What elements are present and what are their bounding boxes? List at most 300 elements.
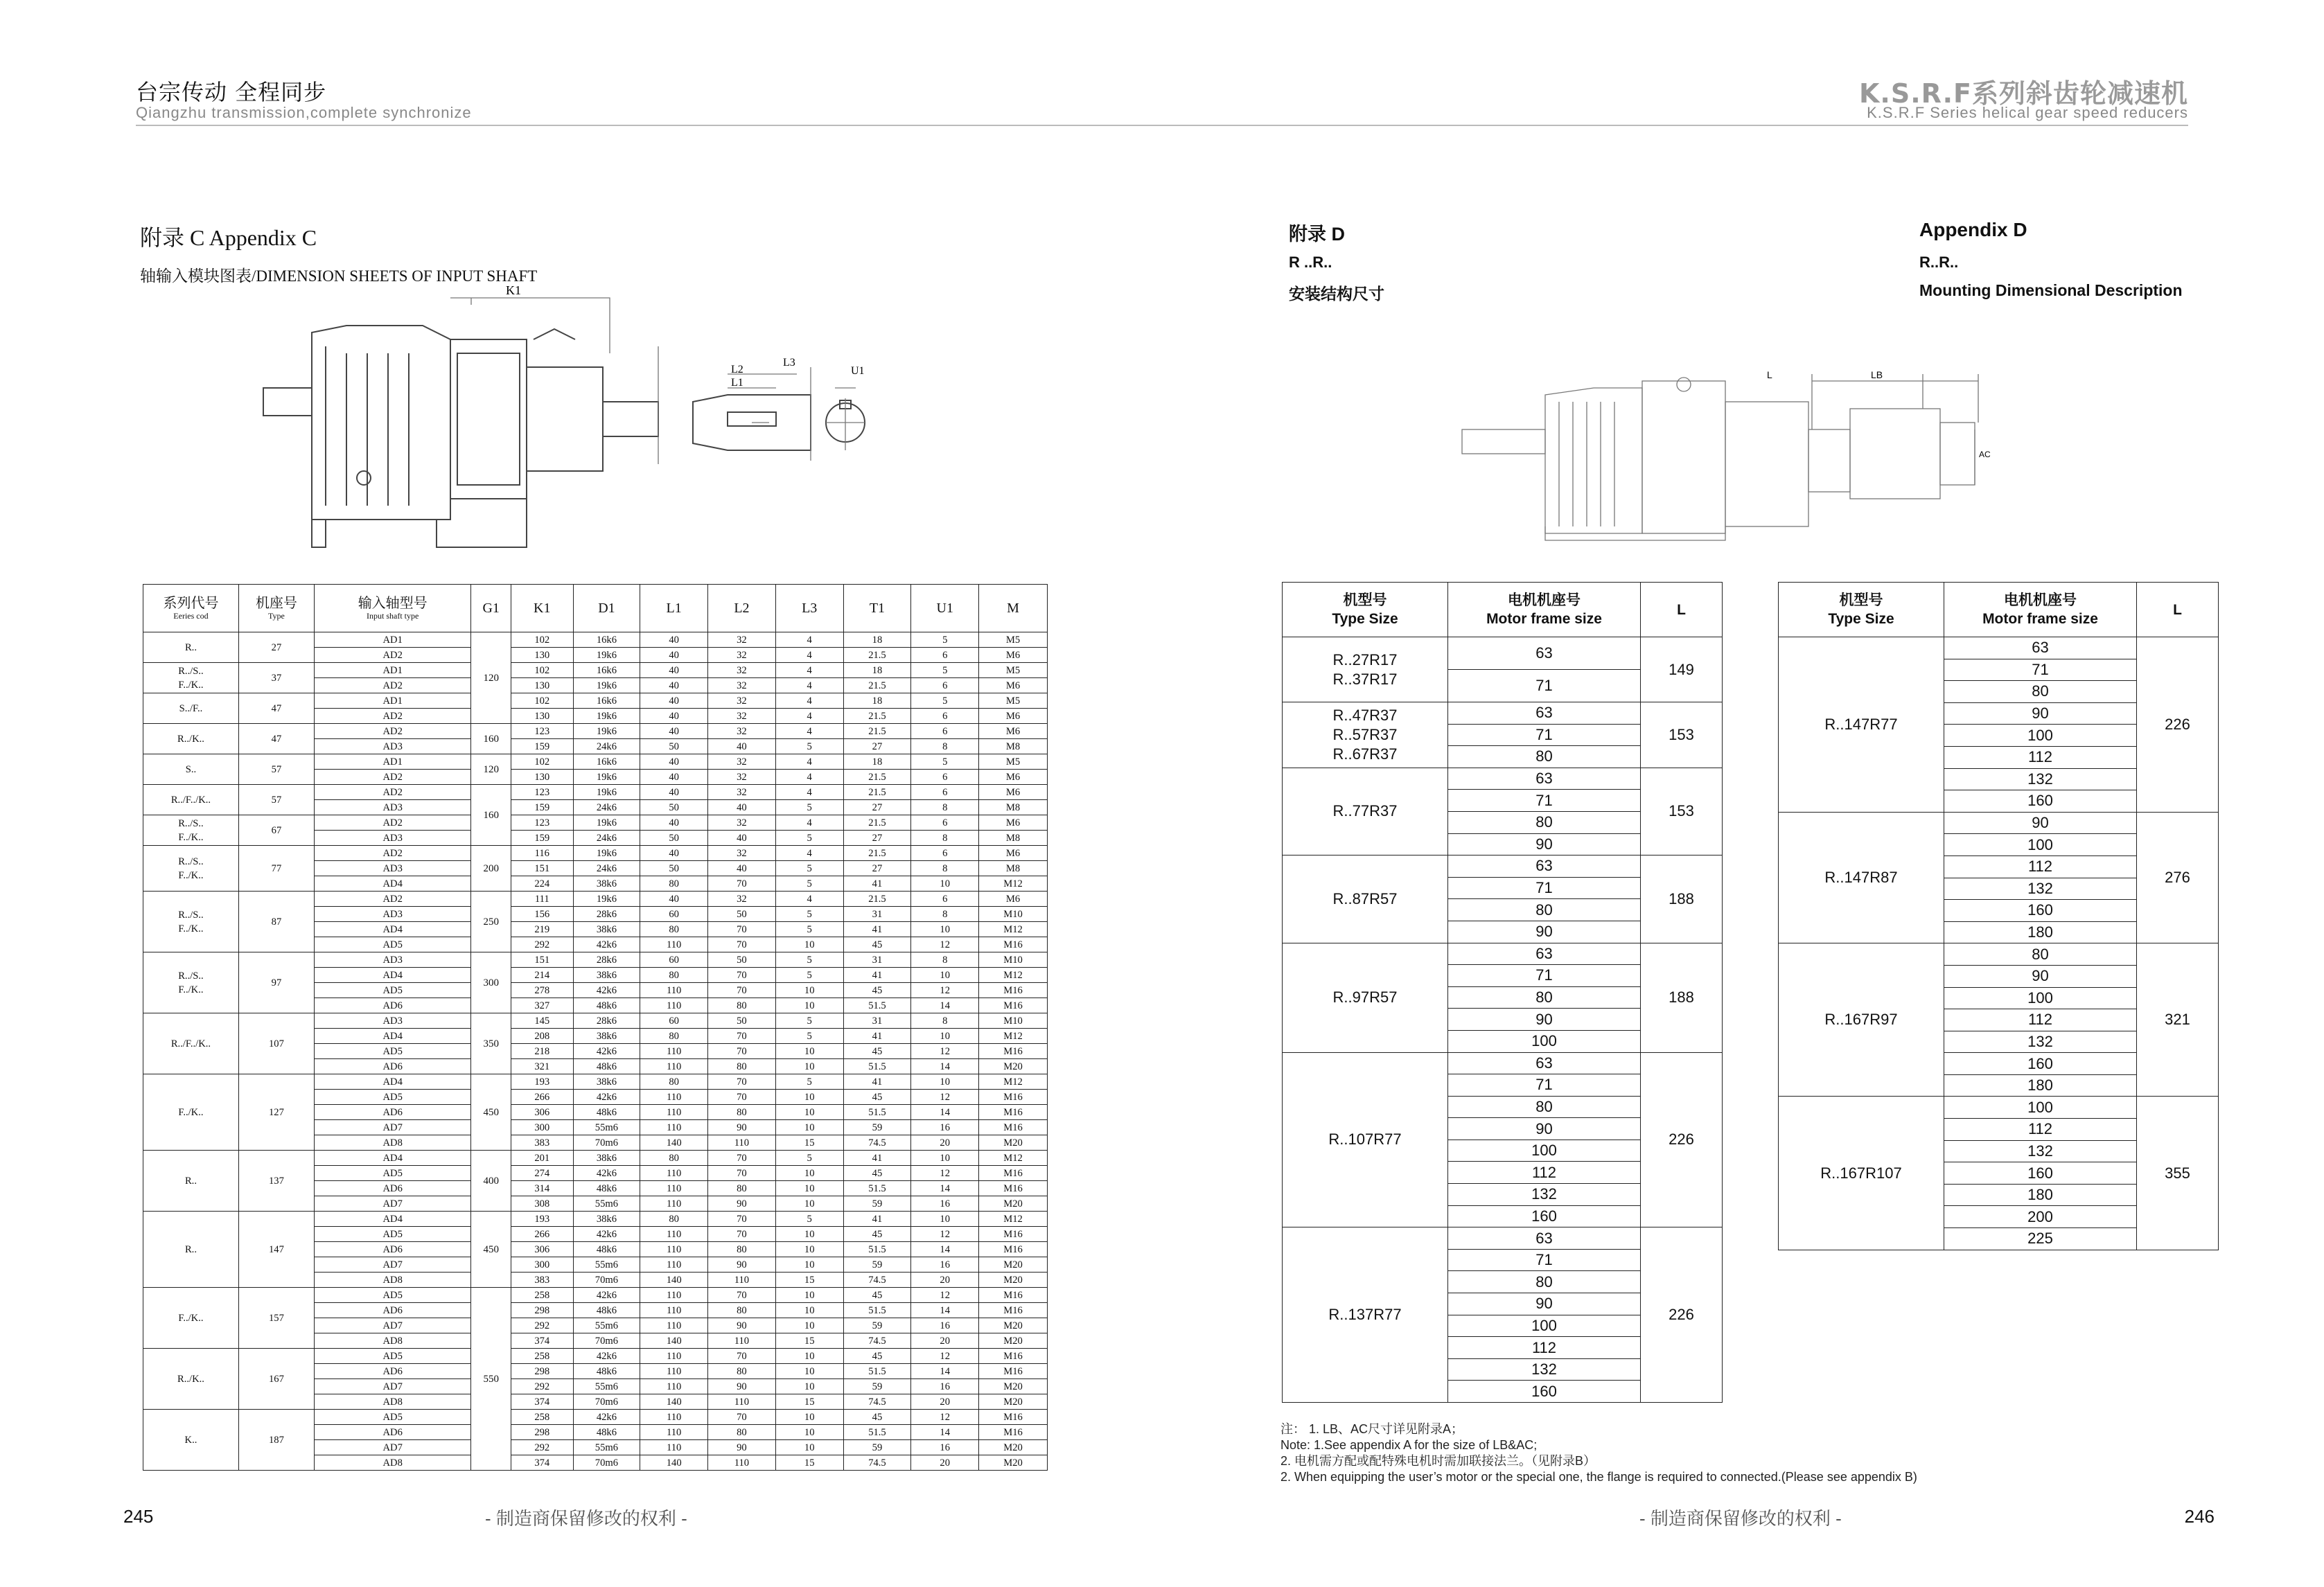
g1-cell: 350	[471, 1013, 511, 1074]
value-cell: 70	[708, 1212, 776, 1227]
header-right-cn: K.S.R.F系列斜齿轮减速机	[1858, 78, 2188, 109]
value-cell: 140	[640, 1333, 708, 1349]
value-cell: 6	[911, 892, 979, 907]
table-row	[143, 785, 1048, 800]
input-shaft-type-cell: AD7	[314, 1318, 470, 1333]
value-cell: 41	[843, 968, 911, 983]
col-header-m: M	[979, 585, 1048, 632]
value-cell: 110	[640, 1349, 708, 1364]
value-cell: 24k6	[573, 831, 640, 846]
motor-frame-cell: 80	[1448, 746, 1641, 768]
input-shaft-type-cell: AD5	[314, 1227, 470, 1242]
value-cell: 14	[911, 1242, 979, 1257]
value-cell: M20	[979, 1196, 1048, 1212]
value-cell: 70	[708, 1288, 776, 1303]
value-cell: 90	[708, 1318, 776, 1333]
value-cell: 12	[911, 1227, 979, 1242]
value-cell: 70	[708, 1410, 776, 1425]
input-shaft-type-cell: AD5	[314, 1288, 470, 1303]
value-cell: 374	[511, 1455, 574, 1471]
value-cell: 21.5	[843, 785, 911, 800]
value-cell: 306	[511, 1242, 574, 1257]
value-cell: 20	[911, 1455, 979, 1471]
motor-frame-cell: 100	[1944, 725, 2137, 747]
value-cell: 51.5	[843, 1181, 911, 1196]
motor-frame-cell: 71	[1448, 790, 1641, 812]
value-cell: 50	[640, 800, 708, 815]
value-cell: 40	[708, 739, 776, 754]
value-cell: 32	[708, 846, 776, 861]
value-cell: 41	[843, 1074, 911, 1090]
value-cell: 90	[708, 1257, 776, 1273]
value-cell: 70	[708, 1029, 776, 1044]
input-shaft-type-cell: AD7	[314, 1440, 470, 1455]
header-right-en: K.S.R.F Series helical gear speed reducers	[1867, 104, 2188, 121]
motor-frame-cell: 80	[1448, 1271, 1641, 1293]
input-shaft-type-cell: AD3	[314, 800, 470, 815]
input-shaft-type-cell: AD5	[314, 983, 470, 998]
value-cell: 111	[511, 892, 574, 907]
value-cell: 292	[511, 937, 574, 952]
value-cell: 18	[843, 663, 911, 678]
value-cell: 28k6	[573, 952, 640, 968]
value-cell: 130	[511, 648, 574, 663]
motor-frame-cell: 80	[1448, 1096, 1641, 1118]
value-cell: 4	[775, 663, 843, 678]
value-cell: 10	[775, 1364, 843, 1379]
value-cell: 45	[843, 1044, 911, 1059]
input-shaft-type-cell: AD6	[314, 1105, 470, 1120]
value-cell: 21.5	[843, 724, 911, 739]
value-cell: 41	[843, 876, 911, 892]
value-cell: M20	[979, 1455, 1048, 1471]
value-cell: 8	[911, 861, 979, 876]
l-value-cell: 226	[1641, 1227, 1723, 1403]
table-row	[143, 1288, 1048, 1303]
value-cell: 70m6	[573, 1273, 640, 1288]
input-shaft-type-cell: AD7	[314, 1379, 470, 1394]
value-cell: 16k6	[573, 693, 640, 709]
motor-frame-cell: 90	[1944, 965, 2137, 987]
value-cell: 4	[775, 724, 843, 739]
value-cell: 70m6	[573, 1333, 640, 1349]
type-cell: 37	[238, 663, 314, 693]
value-cell: M16	[979, 1166, 1048, 1181]
motor-frame-cell: 90	[1448, 833, 1641, 855]
type-cell: 67	[238, 815, 314, 846]
value-cell: 10	[775, 1105, 843, 1120]
value-cell: 10	[775, 1303, 843, 1318]
value-cell: 41	[843, 1029, 911, 1044]
g1-cell: 550	[471, 1288, 511, 1471]
value-cell: 40	[708, 831, 776, 846]
motor-frame-cell: 63	[1448, 855, 1641, 878]
col-header-g1: G1	[471, 585, 511, 632]
g1-cell: 200	[471, 846, 511, 892]
l-value-cell: 149	[1641, 637, 1723, 702]
table-row	[1779, 812, 2219, 834]
value-cell: 16	[911, 1120, 979, 1135]
value-cell: 4	[775, 678, 843, 693]
table-row	[1283, 1052, 1723, 1074]
input-shaft-type-cell: AD4	[314, 876, 470, 892]
value-cell: 12	[911, 1288, 979, 1303]
col-header-l2: L2	[708, 585, 776, 632]
input-shaft-type-cell: AD4	[314, 922, 470, 937]
value-cell: 6	[911, 815, 979, 831]
value-cell: 40	[640, 846, 708, 861]
value-cell: M16	[979, 1349, 1048, 1364]
value-cell: 5	[775, 922, 843, 937]
motor-frame-cell: 200	[1944, 1206, 2137, 1228]
value-cell: 38k6	[573, 876, 640, 892]
value-cell: 4	[775, 648, 843, 663]
motor-frame-cell: 100	[1448, 1030, 1641, 1052]
motor-frame-cell: 90	[1944, 812, 2137, 834]
value-cell: M16	[979, 937, 1048, 952]
type-cell: 87	[238, 892, 314, 952]
value-cell: 27	[843, 739, 911, 754]
value-cell: 300	[511, 1257, 574, 1273]
value-cell: 80	[640, 968, 708, 983]
value-cell: 110	[640, 1440, 708, 1455]
value-cell: 4	[775, 754, 843, 770]
table-row	[1283, 768, 1723, 790]
input-shaft-type-cell: AD6	[314, 1303, 470, 1318]
value-cell: 59	[843, 1257, 911, 1273]
table-row	[1283, 943, 1723, 965]
value-cell: 10	[911, 1151, 979, 1166]
table-row	[143, 892, 1048, 907]
motor-frame-cell: 180	[1944, 1074, 2137, 1097]
l1-label: L1	[731, 377, 743, 389]
value-cell: M20	[979, 1273, 1048, 1288]
note-line: 注： 1. LB、AC尺寸详见附录A；	[1280, 1422, 1464, 1436]
value-cell: 130	[511, 678, 574, 693]
value-cell: M5	[979, 754, 1048, 770]
value-cell: 48k6	[573, 1425, 640, 1440]
value-cell: 110	[640, 1059, 708, 1074]
l-value-cell: 355	[2137, 1097, 2219, 1250]
motor-frame-cell: 160	[1448, 1381, 1641, 1403]
input-shaft-type-cell: AD8	[314, 1394, 470, 1410]
l-value-cell: 226	[1641, 1052, 1723, 1227]
col-header-输入轴型号: 输入轴型号 Input shaft type	[314, 585, 470, 632]
type-cell: 47	[238, 693, 314, 724]
value-cell: 258	[511, 1288, 574, 1303]
value-cell: 4	[775, 815, 843, 831]
value-cell: 50	[640, 739, 708, 754]
value-cell: 32	[708, 632, 776, 648]
value-cell: 15	[775, 1455, 843, 1471]
value-cell: 110	[640, 1044, 708, 1059]
table-header-row	[1283, 583, 1723, 637]
input-shaft-type-cell: AD5	[314, 937, 470, 952]
value-cell: 151	[511, 952, 574, 968]
header-left-en: Qiangzhu transmission,complete synchronize	[136, 104, 472, 121]
value-cell: 19k6	[573, 709, 640, 724]
value-cell: 298	[511, 1364, 574, 1379]
gearbox-outline	[263, 298, 658, 547]
appendix-c-subtitle: 轴输入模块图表/DIMENSION SHEETS OF INPUT SHAFT	[140, 267, 538, 285]
value-cell: 15	[775, 1135, 843, 1151]
value-cell: 19k6	[573, 785, 640, 800]
value-cell: 50	[640, 831, 708, 846]
value-cell: M8	[979, 831, 1048, 846]
g1-cell: 160	[471, 785, 511, 846]
value-cell: 5	[775, 952, 843, 968]
value-cell: 32	[708, 754, 776, 770]
table-row	[143, 724, 1048, 739]
value-cell: 110	[640, 1303, 708, 1318]
page-number-left: 245	[123, 1506, 154, 1527]
value-cell: 70	[708, 1044, 776, 1059]
l-value-cell: 276	[2137, 812, 2219, 943]
motor-frame-header: 电机机座号 Motor frame size	[1448, 583, 1641, 637]
value-cell: 45	[843, 1090, 911, 1105]
value-cell: 45	[843, 1166, 911, 1181]
l-value-cell: 153	[1641, 702, 1723, 768]
value-cell: 5	[775, 1013, 843, 1029]
value-cell: 10	[775, 1090, 843, 1105]
type-cell: 57	[238, 785, 314, 815]
value-cell: 90	[708, 1440, 776, 1455]
value-cell: 10	[911, 1029, 979, 1044]
l-value-cell: 153	[1641, 768, 1723, 855]
type-cell: 27	[238, 632, 314, 663]
motor-frame-cell: 132	[1944, 768, 2137, 790]
value-cell: 74.5	[843, 1394, 911, 1410]
motor-frame-cell: 100	[1944, 987, 2137, 1009]
value-cell: 116	[511, 846, 574, 861]
value-cell: 12	[911, 937, 979, 952]
value-cell: 70	[708, 922, 776, 937]
value-cell: 19k6	[573, 724, 640, 739]
value-cell: 5	[775, 739, 843, 754]
value-cell: 70	[708, 1349, 776, 1364]
value-cell: 274	[511, 1166, 574, 1181]
value-cell: M20	[979, 1257, 1048, 1273]
input-shaft-type-cell: AD3	[314, 1013, 470, 1029]
value-cell: 145	[511, 1013, 574, 1029]
g1-cell: 120	[471, 754, 511, 785]
motor-frame-cell: 112	[1944, 746, 2137, 768]
value-cell: M6	[979, 724, 1048, 739]
value-cell: 41	[843, 1151, 911, 1166]
value-cell: 214	[511, 968, 574, 983]
value-cell: M20	[979, 1379, 1048, 1394]
motor-frame-cell: 63	[1944, 637, 2137, 659]
value-cell: 55m6	[573, 1379, 640, 1394]
value-cell: 6	[911, 724, 979, 739]
value-cell: 41	[843, 922, 911, 937]
value-cell: 140	[640, 1394, 708, 1410]
value-cell: M20	[979, 1333, 1048, 1349]
value-cell: 70	[708, 1090, 776, 1105]
motor-frame-cell: 112	[1944, 855, 2137, 878]
value-cell: 5	[775, 800, 843, 815]
value-cell: 55m6	[573, 1440, 640, 1455]
series-code-cell: R..	[143, 1212, 239, 1288]
value-cell: 159	[511, 739, 574, 754]
motor-frame-cell: 90	[1448, 1009, 1641, 1031]
value-cell: M10	[979, 1013, 1048, 1029]
type-cell: 107	[238, 1013, 314, 1074]
value-cell: 40	[640, 709, 708, 724]
value-cell: 31	[843, 907, 911, 922]
value-cell: 21.5	[843, 892, 911, 907]
value-cell: 51.5	[843, 1364, 911, 1379]
value-cell: 90	[708, 1379, 776, 1394]
value-cell: 70	[708, 937, 776, 952]
col-header-u1: U1	[911, 585, 979, 632]
value-cell: 266	[511, 1227, 574, 1242]
series-code-cell: R../S.. F../K..	[143, 952, 239, 1013]
value-cell: M16	[979, 1242, 1048, 1257]
value-cell: 80	[640, 922, 708, 937]
series-code-cell: R../F../K..	[143, 1013, 239, 1074]
value-cell: 110	[640, 998, 708, 1013]
value-cell: 10	[775, 1288, 843, 1303]
value-cell: 8	[911, 952, 979, 968]
value-cell: M12	[979, 1029, 1048, 1044]
rights-reserved-left: - 制造商保留修改的权利 -	[485, 1508, 687, 1529]
value-cell: 16k6	[573, 632, 640, 648]
value-cell: M6	[979, 770, 1048, 785]
input-shaft-type-cell: AD2	[314, 892, 470, 907]
value-cell: M16	[979, 1105, 1048, 1120]
value-cell: 10	[775, 998, 843, 1013]
value-cell: 42k6	[573, 937, 640, 952]
value-cell: 19k6	[573, 892, 640, 907]
input-shaft-table	[143, 584, 1048, 1471]
value-cell: M20	[979, 1059, 1048, 1074]
value-cell: 8	[911, 739, 979, 754]
l-value-cell: 188	[1641, 855, 1723, 943]
value-cell: 42k6	[573, 1227, 640, 1242]
input-shaft-type-cell: AD2	[314, 846, 470, 861]
value-cell: 110	[640, 1364, 708, 1379]
motor-frame-cell: 100	[1944, 834, 2137, 856]
value-cell: 12	[911, 1090, 979, 1105]
value-cell: 102	[511, 754, 574, 770]
value-cell: 292	[511, 1379, 574, 1394]
value-cell: 306	[511, 1105, 574, 1120]
value-cell: M16	[979, 1364, 1048, 1379]
input-shaft-type-cell: AD4	[314, 1151, 470, 1166]
value-cell: 4	[775, 785, 843, 800]
value-cell: 10	[775, 983, 843, 998]
value-cell: 40	[640, 785, 708, 800]
series-code-cell: R../F../K..	[143, 785, 239, 815]
value-cell: 10	[911, 922, 979, 937]
value-cell: 6	[911, 770, 979, 785]
value-cell: 50	[708, 1013, 776, 1029]
motor-frame-cell: 80	[1448, 811, 1641, 833]
table-row	[1283, 1227, 1723, 1250]
value-cell: 5	[911, 754, 979, 770]
value-cell: M5	[979, 632, 1048, 648]
value-cell: 19k6	[573, 678, 640, 693]
value-cell: 31	[843, 1013, 911, 1029]
value-cell: 110	[640, 1288, 708, 1303]
value-cell: 110	[640, 1090, 708, 1105]
motor-frame-cell: 90	[1448, 1118, 1641, 1140]
input-shaft-type-cell: AD6	[314, 1181, 470, 1196]
value-cell: 28k6	[573, 907, 640, 922]
shaft-section	[826, 388, 865, 450]
value-cell: 10	[775, 1410, 843, 1425]
value-cell: 20	[911, 1135, 979, 1151]
value-cell: 20	[911, 1394, 979, 1410]
value-cell: 38k6	[573, 1074, 640, 1090]
value-cell: 10	[775, 1166, 843, 1181]
value-cell: 74.5	[843, 1333, 911, 1349]
value-cell: M6	[979, 648, 1048, 663]
value-cell: 4	[775, 709, 843, 724]
value-cell: 193	[511, 1074, 574, 1090]
value-cell: 70	[708, 1074, 776, 1090]
note-line: 2. 电机需方配或配特殊电机时需加联接法兰。（见附录B）	[1280, 1454, 1596, 1468]
series-code-cell: R../K..	[143, 1349, 239, 1410]
series-code-cell: R../S.. F../K..	[143, 846, 239, 892]
value-cell: 51.5	[843, 1303, 911, 1318]
value-cell: 38k6	[573, 1212, 640, 1227]
l-header: L	[2137, 583, 2219, 637]
value-cell: M10	[979, 907, 1048, 922]
value-cell: 224	[511, 876, 574, 892]
l-header: L	[1641, 583, 1723, 637]
value-cell: M12	[979, 1151, 1048, 1166]
value-cell: 110	[640, 1120, 708, 1135]
value-cell: 32	[708, 724, 776, 739]
value-cell: M16	[979, 1120, 1048, 1135]
value-cell: 80	[640, 1212, 708, 1227]
value-cell: 21.5	[843, 846, 911, 861]
value-cell: 6	[911, 678, 979, 693]
value-cell: 40	[640, 663, 708, 678]
input-shaft-type-cell: AD3	[314, 861, 470, 876]
value-cell: M6	[979, 892, 1048, 907]
motor-frame-cell: 90	[1448, 1293, 1641, 1315]
value-cell: 16k6	[573, 754, 640, 770]
value-cell: M12	[979, 1212, 1048, 1227]
motor-frame-cell: 80	[1944, 681, 2137, 703]
value-cell: 110	[708, 1394, 776, 1410]
value-cell: 300	[511, 1120, 574, 1135]
value-cell: 24k6	[573, 739, 640, 754]
value-cell: 70	[708, 983, 776, 998]
value-cell: 10	[911, 876, 979, 892]
value-cell: 42k6	[573, 1090, 640, 1105]
col-header-d1: D1	[573, 585, 640, 632]
value-cell: M8	[979, 861, 1048, 876]
input-shaft-type-cell: AD4	[314, 1074, 470, 1090]
value-cell: 5	[911, 663, 979, 678]
value-cell: M5	[979, 693, 1048, 709]
value-cell: 5	[775, 1029, 843, 1044]
value-cell: 40	[640, 678, 708, 693]
motor-frame-cell: 71	[1448, 724, 1641, 746]
table-row	[143, 846, 1048, 861]
table-row	[143, 1013, 1048, 1029]
table-row	[1283, 702, 1723, 725]
value-cell: 383	[511, 1273, 574, 1288]
motor-frame-cell: 63	[1448, 702, 1641, 725]
motor-frame-cell: 100	[1448, 1315, 1641, 1337]
value-cell: 10	[775, 1120, 843, 1135]
input-shaft-type-cell: AD6	[314, 998, 470, 1013]
